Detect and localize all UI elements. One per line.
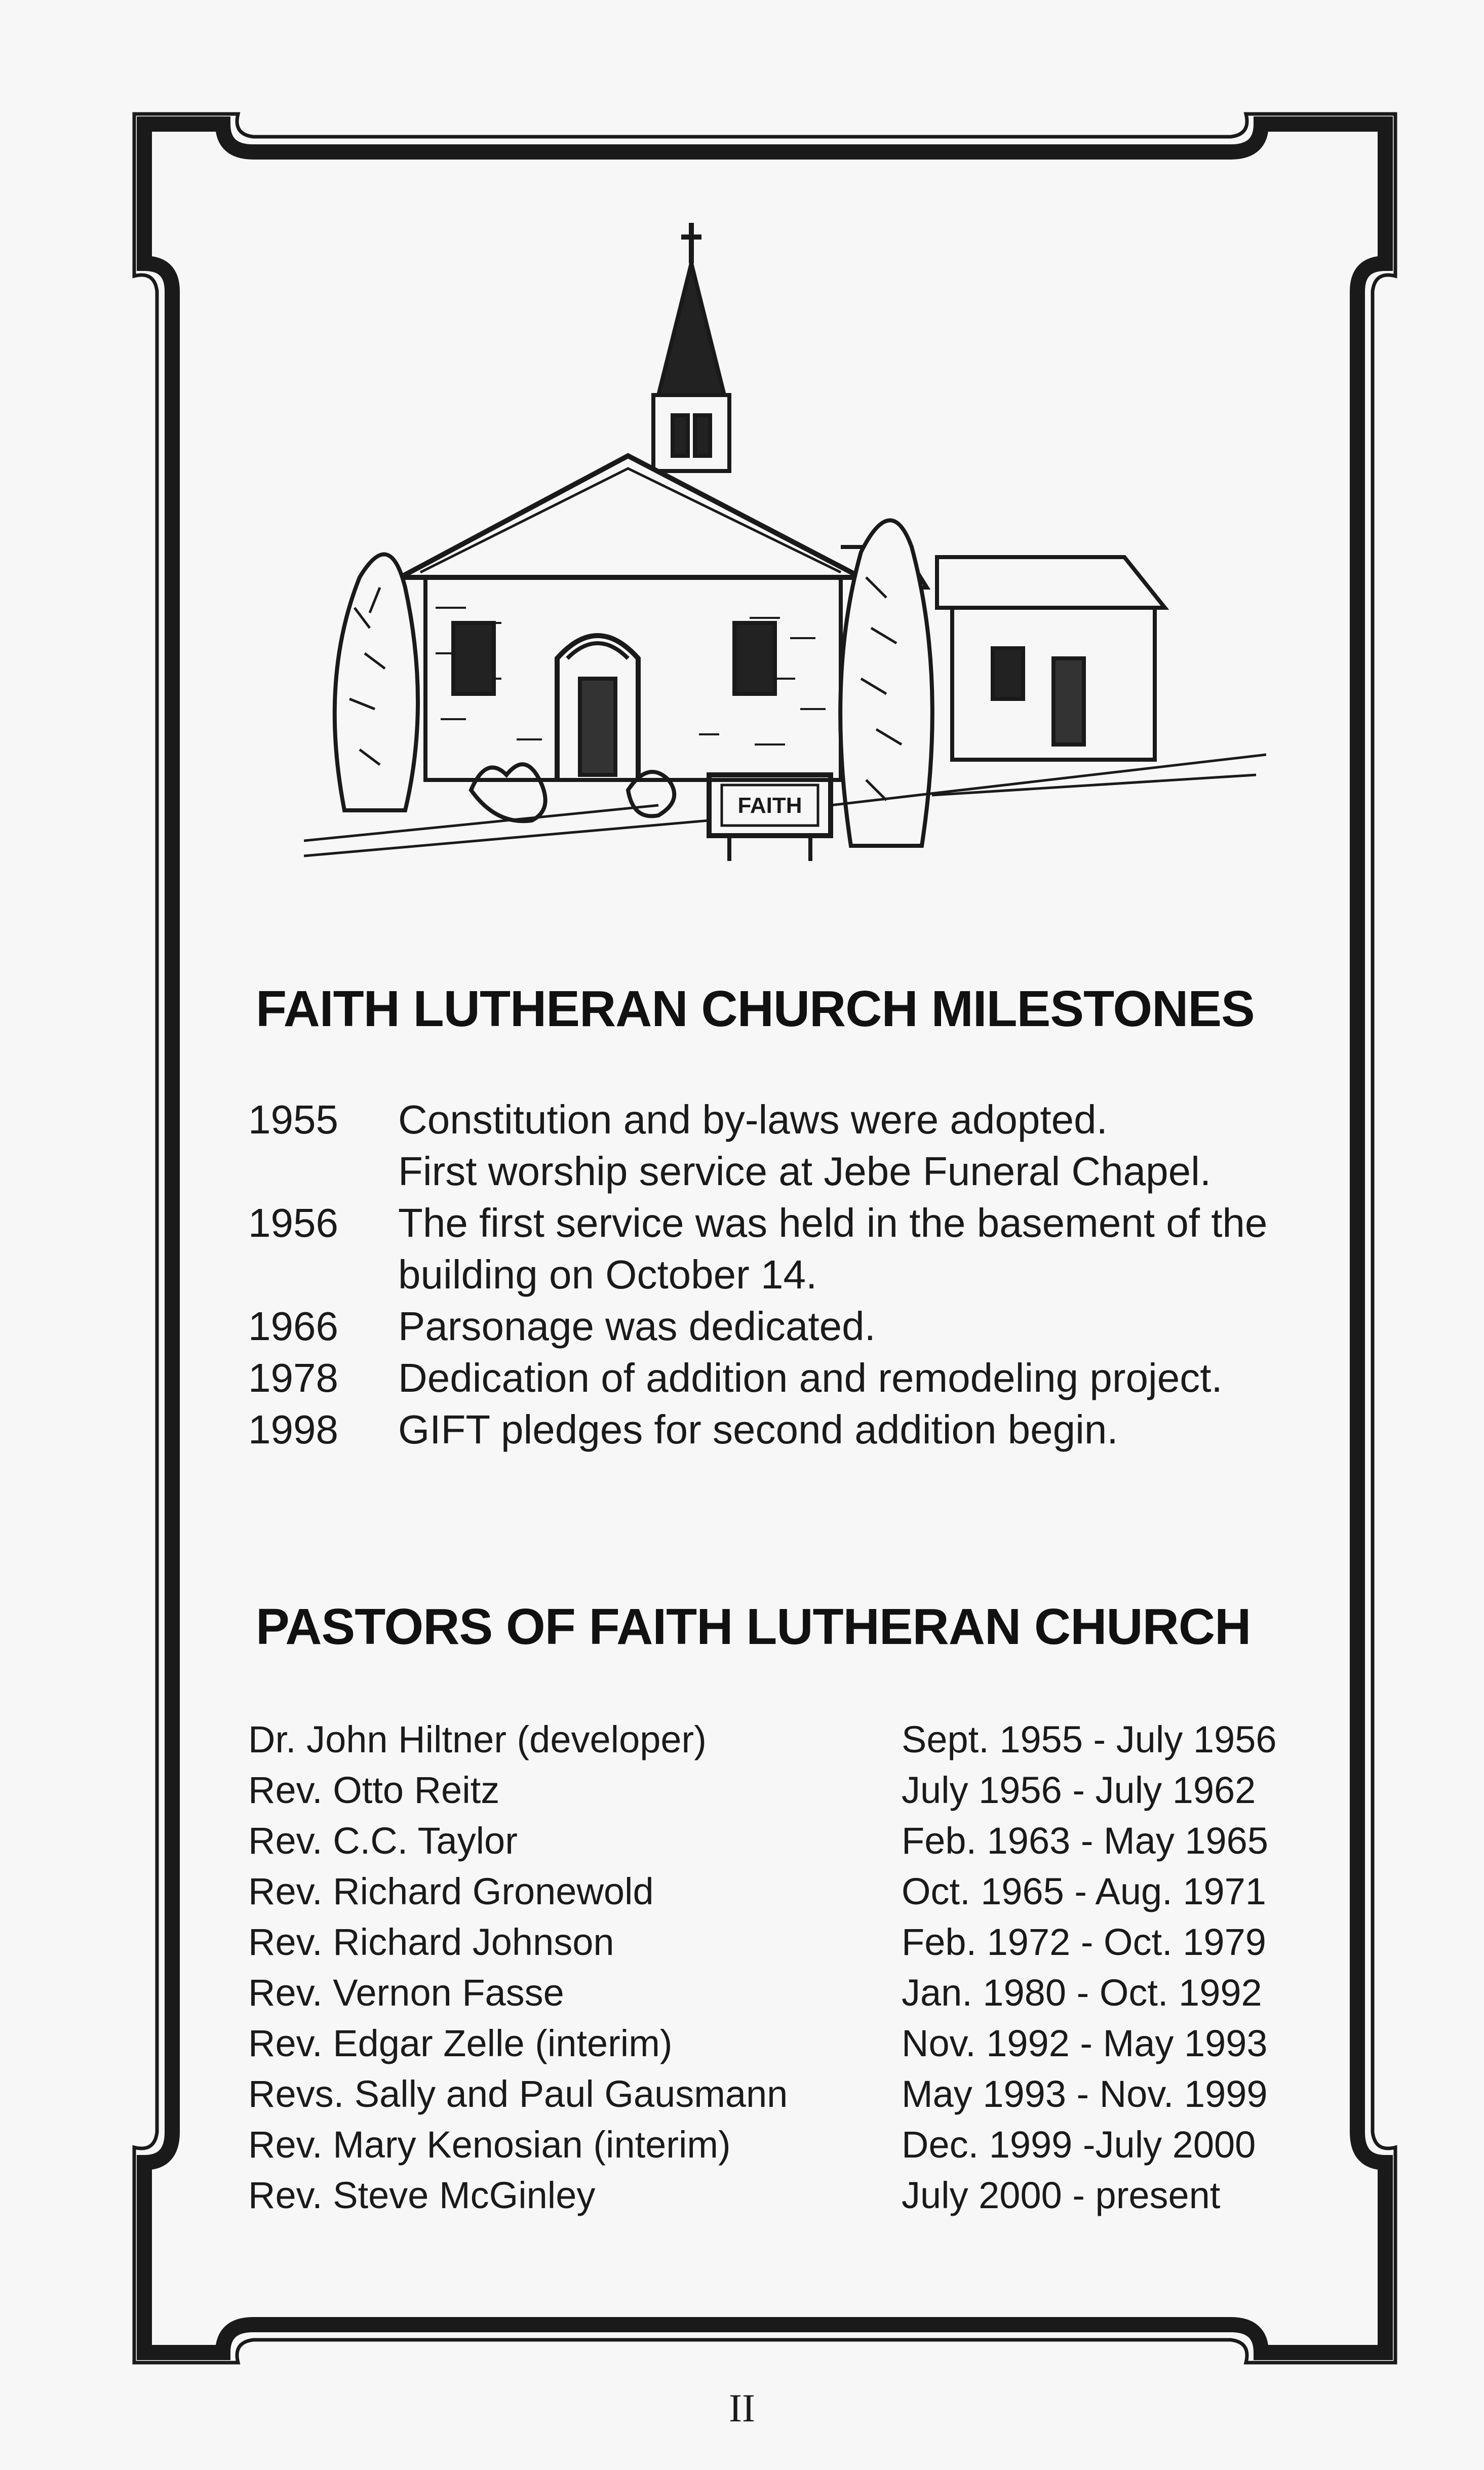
pastor-name: Dr. John Hiltner (developer): [248, 1718, 707, 1760]
pastor-dates: Sept. 1955 - July 1956: [902, 1718, 1277, 1760]
milestone-row: [248, 1197, 1312, 1249]
milestone-year: 1998: [248, 1407, 338, 1452]
pastor-row: [248, 1968, 1286, 2018]
milestone-year: 1978: [248, 1355, 338, 1400]
church-sign-text: FAITH: [737, 793, 802, 818]
pastors-heading: PASTORS OF FAITH LUTHERAN CHURCH: [256, 1598, 1251, 1655]
milestone-row: [248, 1094, 1312, 1146]
milestone-row: [248, 1301, 1312, 1352]
pastor-name: Rev. Richard Gronewold: [248, 1870, 654, 1912]
pastor-dates: July 2000 - present: [902, 2174, 1221, 2216]
milestone-text: Parsonage was dedicated.: [398, 1304, 876, 1349]
pastor-dates: Nov. 1992 - May 1993: [902, 2022, 1268, 2064]
milestone-row: [248, 1249, 1312, 1301]
milestones-list: [248, 1094, 1312, 1456]
milestone-row: [248, 1146, 1312, 1197]
milestone-year: 1955: [248, 1097, 338, 1142]
pastor-name: Rev. Vernon Fasse: [248, 1972, 564, 2014]
pastor-row: [248, 2120, 1286, 2170]
pastor-row: [248, 1714, 1286, 1765]
pastor-dates: May 1993 - Nov. 1999: [902, 2073, 1268, 2115]
milestone-row: [248, 1352, 1312, 1404]
pastor-name: Rev. Steve McGinley: [248, 2174, 596, 2216]
pastor-row: [248, 1866, 1286, 1917]
pastor-dates: Jan. 1980 - Oct. 1992: [902, 1972, 1262, 2014]
pastor-dates: July 1956 - July 1962: [902, 1769, 1256, 1811]
church-illustration: [304, 223, 1266, 881]
pastor-row: [248, 2069, 1286, 2120]
page-number: II: [729, 2386, 755, 2430]
pastor-dates: Feb. 1963 - May 1965: [902, 1820, 1268, 1862]
milestone-text: The first service was held in the basement of the: [398, 1200, 1268, 1245]
pastor-name: Rev. C.C. Taylor: [248, 1820, 518, 1862]
milestones-heading: FAITH LUTHERAN CHURCH MILESTONES: [256, 981, 1255, 1037]
pastor-dates: Feb. 1972 - Oct. 1979: [902, 1921, 1266, 1963]
pastor-dates: Dec. 1999 -July 2000: [902, 2124, 1256, 2166]
milestone-row: [248, 1404, 1312, 1456]
pastor-dates: Oct. 1965 - Aug. 1971: [902, 1870, 1266, 1912]
milestone-text: GIFT pledges for second addition begin.: [398, 1407, 1118, 1452]
pastor-row: [248, 1765, 1286, 1816]
pastor-name: Rev. Richard Johnson: [248, 1921, 614, 1963]
milestone-year: [248, 1146, 398, 1197]
pastor-name: Rev. Mary Kenosian (interim): [248, 2124, 731, 2166]
milestone-year: 1956: [248, 1200, 338, 1245]
pastor-name: Rev. Otto Reitz: [248, 1769, 500, 1811]
milestone-year: [248, 1249, 398, 1301]
milestone-text: Constitution and by-laws were adopted.: [398, 1097, 1108, 1142]
milestone-text: First worship service at Jebe Funeral Chapel.: [398, 1149, 1212, 1194]
pastor-name: Revs. Sally and Paul Gausmann: [248, 2073, 788, 2115]
pastor-row: [248, 2170, 1286, 2221]
milestone-text: Dedication of addition and remodeling project.: [398, 1355, 1223, 1400]
milestone-text: building on October 14.: [398, 1252, 817, 1297]
pastor-row: [248, 1816, 1286, 1866]
pastors-list: [248, 1714, 1286, 2221]
pastor-name: Rev. Edgar Zelle (interim): [248, 2022, 673, 2064]
milestone-year: 1966: [248, 1304, 338, 1349]
pastor-row: [248, 2018, 1286, 2069]
pastor-row: [248, 1917, 1286, 1968]
